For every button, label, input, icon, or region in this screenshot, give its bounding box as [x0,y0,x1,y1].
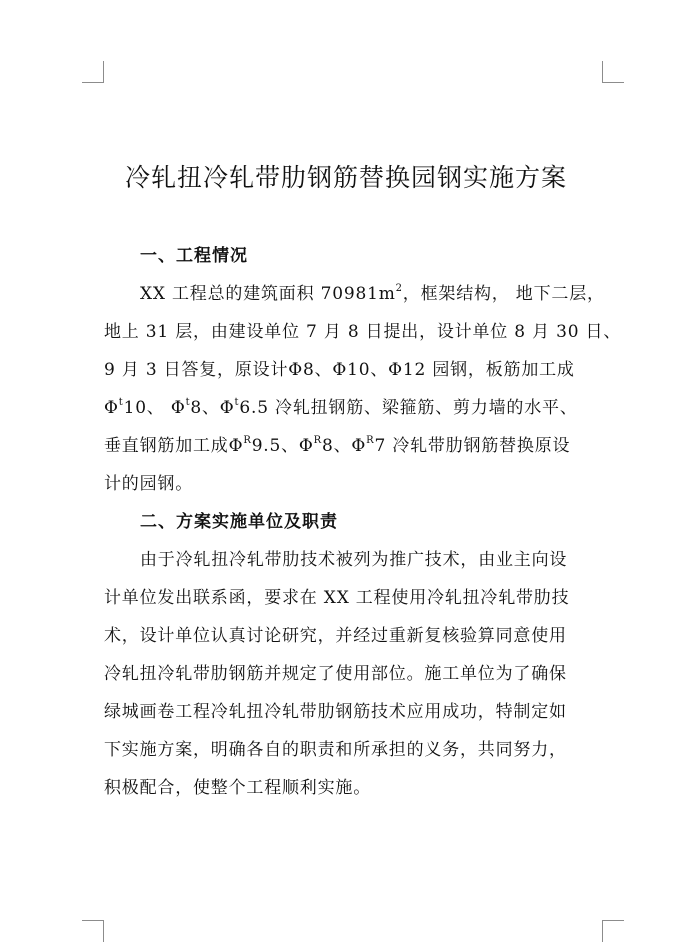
superscript: t [185,397,191,408]
crop-mark-top-right-v [602,61,603,83]
text-run: 垂直钢筋加工成Φ [104,436,244,456]
text-run: 7 冷轧带肋钢筋替换原设 [374,436,571,456]
superscript: t [234,397,240,408]
paragraph-line: 计单位发出联系函，要求在 XX 工程使用冷轧扭冷轧带肋技 [104,588,570,608]
text-run: 8、Φ [190,398,235,418]
superscript: R [243,435,252,446]
paragraph-line [140,279,604,304]
text-run: Φ [104,398,119,418]
section-heading-2: 二、方案实施单位及职责 [140,512,338,532]
paragraph-line: 术，设计单位认真讨论研究，并经过重新复核验算同意使用 [104,626,567,646]
crop-mark-bottom-right-h [602,920,624,921]
crop-mark-top-left-v [103,61,104,83]
superscript: R [366,435,375,446]
text-run: 9.5、Φ [251,436,314,456]
crop-mark-bottom-left-v [103,920,104,942]
text-run: XX 工程总的建筑面积 70981m [140,284,396,304]
section-heading-1: 一、工程情况 [140,246,248,266]
crop-mark-top-left-h [82,82,104,83]
superscript: 2 [395,283,403,294]
paragraph-line: 下实施方案，明确各自的职责和所承担的义务，共同努力， [104,740,567,760]
paragraph-line: 9 月 3 日答复，原设计Φ8、Φ10、Φ12 园钢，板筋加工成 [104,360,575,380]
text-run: 8、Φ [322,436,367,456]
text-run: 6.5 冷轧扭钢筋、梁箍筋、剪力墙的水平、 [239,398,578,418]
paragraph-line: 计的园钢。 [104,474,193,494]
crop-mark-top-right-h [602,82,624,83]
crop-mark-bottom-right-v [602,920,603,942]
superscript: R [313,435,323,446]
paragraph-line: 积极配合，使整个工程顺利实施。 [104,778,371,798]
paragraph-line: 地上 31 层，由建设单位 7 月 8 日提出，设计单位 8 月 30 日、 [104,322,622,342]
paragraph-line [104,393,604,418]
paragraph-line: 由于冷轧扭冷轧带肋技术被列为推广技术，由业主向设 [140,550,568,570]
paragraph-line: 绿城画卷工程冷轧扭冷轧带肋钢筋技术应用成功，特制定如 [104,702,567,722]
document-title: 冷轧扭冷轧带肋钢筋替换园钢实施方案 [124,163,567,192]
text-run: 10、 Φ [123,398,186,418]
crop-mark-bottom-left-h [82,920,104,921]
superscript: t [118,397,124,408]
paragraph-line [104,431,604,456]
paragraph-line: 冷轧扭冷轧带肋钢筋并规定了使用部位。施工单位为了确保 [104,664,567,684]
text-run: ，框架结构， 地下二层， [402,284,605,304]
